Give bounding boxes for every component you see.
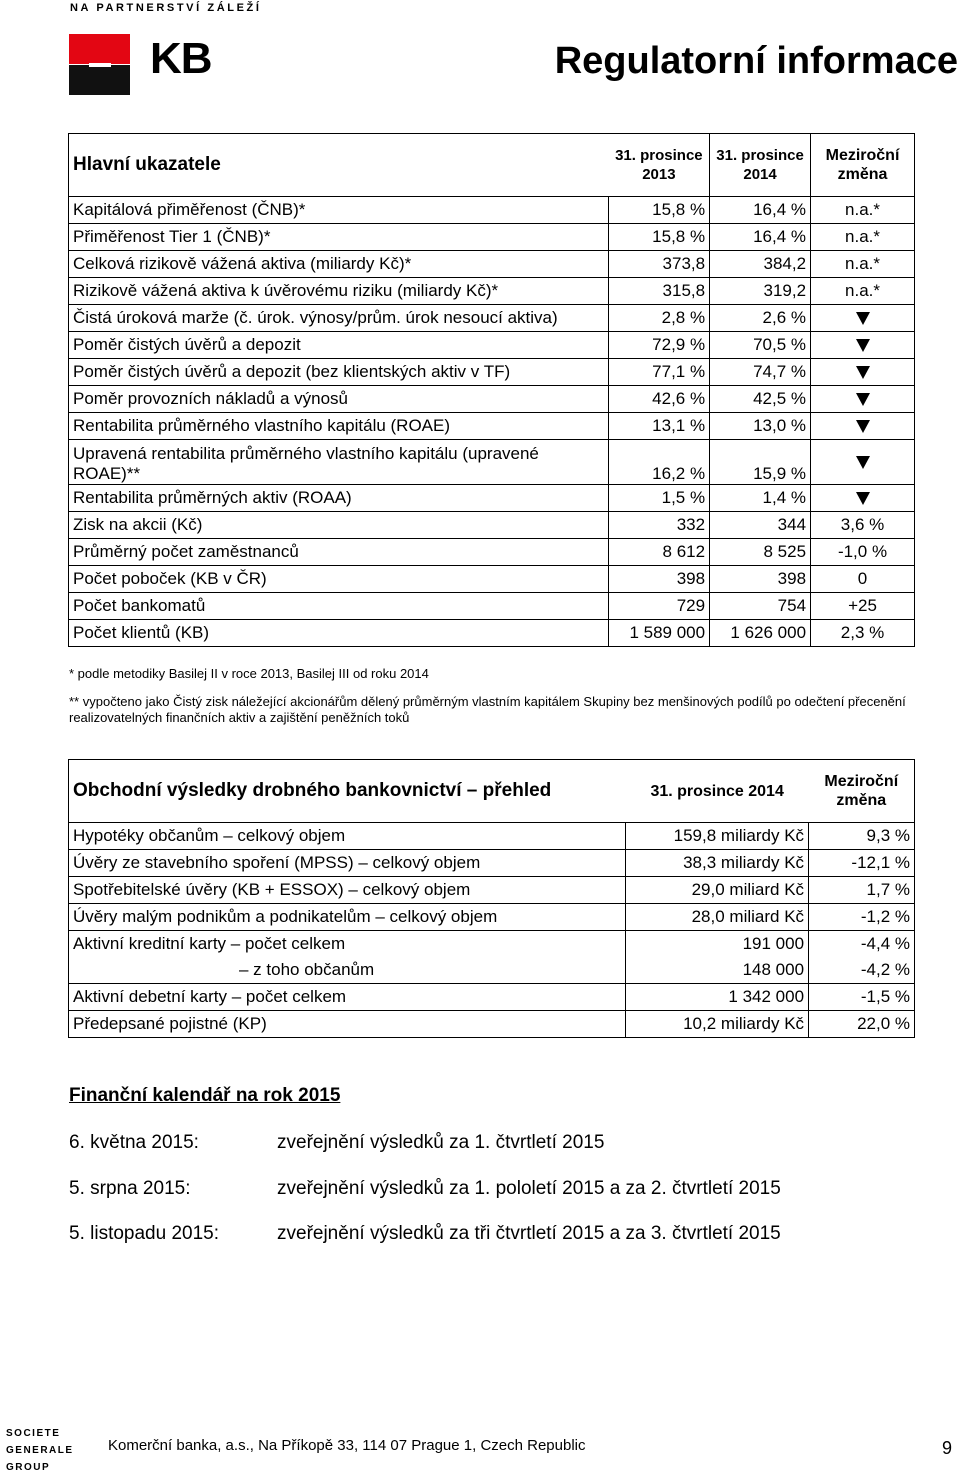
value-2013: 15,8 % — [609, 224, 710, 251]
calendar-text: zveřejnění výsledků za tři čtvrtletí 2015 a za 3. čtvrtletí 2015 — [277, 1223, 781, 1244]
page-number: 9 — [941, 1438, 952, 1458]
retail-col-change-header: Meziroční změna — [809, 760, 915, 823]
row-label: Předepsané pojistné (KP) — [69, 1011, 626, 1038]
value-2014: 148 000 — [626, 957, 809, 984]
value-2013: 729 — [609, 593, 710, 620]
value-2013: 1 589 000 — [609, 620, 710, 647]
down-triangle-icon — [856, 393, 870, 406]
row-label: Spotřebitelské úvěry (KB + ESSOX) – celkový objem — [69, 877, 626, 904]
change-cell: 2,3 % — [811, 620, 915, 647]
value-2014: 2,6 % — [710, 305, 811, 332]
change-cell — [811, 440, 915, 485]
change-cell: n.a.* — [811, 197, 915, 224]
indicators-title: Hlavní ukazatele — [69, 134, 609, 197]
table-row — [69, 386, 915, 413]
down-triangle-icon — [856, 420, 870, 433]
change-cell: 22,0 % — [809, 1011, 915, 1038]
change-cell: n.a.* — [811, 224, 915, 251]
change-cell: -1,0 % — [811, 539, 915, 566]
value-2013: 15,8 % — [609, 197, 710, 224]
value-2014: 13,0 % — [710, 413, 811, 440]
tagline: NA PARTNERSTVÍ ZÁLEŽÍ — [70, 2, 262, 14]
value-2014: 16,4 % — [710, 197, 811, 224]
value-2014: 38,3 miliardy Kč — [626, 850, 809, 877]
value-2014: 754 — [710, 593, 811, 620]
value-2013: 16,2 % — [609, 440, 710, 485]
value-2013: 8 612 — [609, 539, 710, 566]
value-2014: 398 — [710, 566, 811, 593]
table-row — [69, 620, 915, 647]
table-row — [69, 305, 915, 332]
change-cell — [811, 359, 915, 386]
row-label: Kapitálová přiměřenost (ČNB)* — [69, 197, 609, 224]
societe-generale-logo — [6, 1425, 74, 1476]
value-2014: 344 — [710, 512, 811, 539]
row-label: Poměr provozních nákladů a výnosů — [69, 386, 609, 413]
table-row — [69, 850, 915, 877]
row-label: Hypotéky občanům – celkový objem — [69, 823, 626, 850]
down-triangle-icon — [856, 492, 870, 505]
row-label: Poměr čistých úvěrů a depozit (bez klientských aktiv v TF) — [69, 359, 609, 386]
value-2014: 191 000 — [626, 931, 809, 958]
table-row — [69, 224, 915, 251]
value-2013: 13,1 % — [609, 413, 710, 440]
row-label: Úvěry malým podnikům a podnikatelům – celkový objem — [69, 904, 626, 931]
value-2013: 42,6 % — [609, 386, 710, 413]
calendar-text: zveřejnění výsledků za 1. pololetí 2015 a za 2. čtvrtletí 2015 — [277, 1178, 781, 1199]
table-row — [69, 1011, 915, 1038]
calendar-text: zveřejnění výsledků za 1. čtvrtletí 2015 — [277, 1132, 605, 1153]
table-row — [69, 539, 915, 566]
row-label: Aktivní kreditní karty – počet celkem — [69, 931, 626, 958]
change-cell: 0 — [811, 566, 915, 593]
calendar-date: 5. listopadu 2015: — [69, 1223, 220, 1244]
retail-table — [68, 759, 915, 1038]
table-row — [69, 512, 915, 539]
table-row — [69, 332, 915, 359]
row-label: Průměrný počet zaměstnanců — [69, 539, 609, 566]
row-label: Rizikově vážená aktiva k úvěrovému riziku (miliardy Kč)* — [69, 278, 609, 305]
table-row — [69, 877, 915, 904]
value-2014: 159,8 miliardy Kč — [626, 823, 809, 850]
kb-logo-text: KB — [150, 34, 212, 83]
table-row — [69, 413, 915, 440]
value-2013: 373,8 — [609, 251, 710, 278]
col-2014-header: 31. prosince 2014 — [710, 134, 811, 197]
change-cell — [811, 305, 915, 332]
row-label: Aktivní debetní karty – počet celkem — [69, 984, 626, 1011]
value-2013: 398 — [609, 566, 710, 593]
value-2014: 28,0 miliard Kč — [626, 904, 809, 931]
down-triangle-icon — [856, 366, 870, 379]
row-label: Počet poboček (KB v ČR) — [69, 566, 609, 593]
col-2013-header: 31. prosince 2013 — [609, 134, 710, 197]
row-label: Úvěry ze stavebního spoření (MPSS) – celkový objem — [69, 850, 626, 877]
row-label: Přiměřenost Tier 1 (ČNB)* — [69, 224, 609, 251]
value-2014: 1,4 % — [710, 485, 811, 512]
down-triangle-icon — [856, 339, 870, 352]
calendar-date: 5. srpna 2015: — [69, 1178, 191, 1199]
table-row — [69, 197, 915, 224]
row-label: Poměr čistých úvěrů a depozit — [69, 332, 609, 359]
value-2013: 77,1 % — [609, 359, 710, 386]
row-label: – z toho občanům — [69, 957, 626, 984]
row-label: Počet bankomatů — [69, 593, 609, 620]
table-row — [69, 931, 915, 958]
down-triangle-icon — [856, 456, 870, 469]
value-2014: 74,7 % — [710, 359, 811, 386]
value-2014: 1 342 000 — [626, 984, 809, 1011]
table-row — [69, 485, 915, 512]
change-cell: n.a.* — [811, 251, 915, 278]
value-2014: 29,0 miliard Kč — [626, 877, 809, 904]
footnote-basel: * podle metodiky Basilej II v roce 2013, Basilej III od roku 2014 — [69, 666, 429, 681]
value-2014: 10,2 miliardy Kč — [626, 1011, 809, 1038]
row-label: Celková rizikově vážená aktiva (miliardy Kč)* — [69, 251, 609, 278]
retail-header-row — [69, 760, 915, 823]
change-cell — [811, 332, 915, 359]
change-cell: 9,3 % — [809, 823, 915, 850]
change-cell: -4,4 % — [809, 931, 915, 958]
retail-col-2014-header: 31. prosince 2014 — [626, 760, 809, 823]
value-2014: 1 626 000 — [710, 620, 811, 647]
row-label: Počet klientů (KB) — [69, 620, 609, 647]
col-change-header: Meziroční změna — [811, 134, 915, 197]
change-cell: -12,1 % — [809, 850, 915, 877]
change-cell — [811, 485, 915, 512]
value-2013: 1,5 % — [609, 485, 710, 512]
value-2013: 72,9 % — [609, 332, 710, 359]
sg-line: SOCIETE — [6, 1428, 61, 1439]
change-cell: +25 — [811, 593, 915, 620]
change-cell — [811, 413, 915, 440]
change-cell — [811, 386, 915, 413]
value-2014: 319,2 — [710, 278, 811, 305]
change-cell: 3,6 % — [811, 512, 915, 539]
row-label: Rentabilita průměrných aktiv (ROAA) — [69, 485, 609, 512]
value-2013: 315,8 — [609, 278, 710, 305]
change-cell: -4,2 % — [809, 957, 915, 984]
down-triangle-icon — [856, 312, 870, 325]
change-cell: -1,2 % — [809, 904, 915, 931]
table-row — [69, 359, 915, 386]
page-title: Regulatorní informace — [554, 40, 958, 82]
indicators-header-row — [69, 134, 915, 197]
table-row — [69, 278, 915, 305]
value-2014: 42,5 % — [710, 386, 811, 413]
value-2013: 332 — [609, 512, 710, 539]
table-row — [69, 904, 915, 931]
value-2014: 15,9 % — [710, 440, 811, 485]
value-2014: 70,5 % — [710, 332, 811, 359]
indicators-table — [68, 133, 915, 647]
table-row — [69, 957, 915, 984]
change-cell: n.a.* — [811, 278, 915, 305]
row-label: Rentabilita průměrného vlastního kapitálu (ROAE) — [69, 413, 609, 440]
table-row — [69, 984, 915, 1011]
footer-address: Komerční banka, a.s., Na Příkopě 33, 114 07 Prague 1, Czech Republic — [108, 1437, 586, 1454]
row-label: Zisk na akcii (Kč) — [69, 512, 609, 539]
change-cell: 1,7 % — [809, 877, 915, 904]
kb-logo-icon — [69, 34, 130, 95]
value-2013: 2,8 % — [609, 305, 710, 332]
sg-line: GROUP — [6, 1462, 51, 1473]
sg-line: GENERALE — [6, 1445, 74, 1456]
change-cell: -1,5 % — [809, 984, 915, 1011]
value-2014: 16,4 % — [710, 224, 811, 251]
retail-title: Obchodní výsledky drobného bankovnictví – přehled — [69, 760, 626, 823]
footnote-roae: ** vypočteno jako Čistý zisk náležející akcionářům dělený průměrným vlastním kapitálem Skupiny bez menšinových podílů po odečtení přecenění realizovatelných finančních aktiv a zajištění peněžních toků — [69, 694, 906, 725]
calendar-title: Finanční kalendář na rok 2015 — [69, 1085, 341, 1106]
table-row — [69, 823, 915, 850]
row-label: Upravená rentabilita průměrného vlastního kapitálu (upravené ROAE)** — [69, 440, 609, 485]
table-row — [69, 440, 915, 485]
row-label: Čistá úroková marže (č. úrok. výnosy/prům. úrok nesoucí aktiva) — [69, 305, 609, 332]
table-row — [69, 251, 915, 278]
table-row — [69, 566, 915, 593]
table-row — [69, 593, 915, 620]
value-2014: 384,2 — [710, 251, 811, 278]
value-2014: 8 525 — [710, 539, 811, 566]
calendar-date: 6. května 2015: — [69, 1132, 199, 1153]
